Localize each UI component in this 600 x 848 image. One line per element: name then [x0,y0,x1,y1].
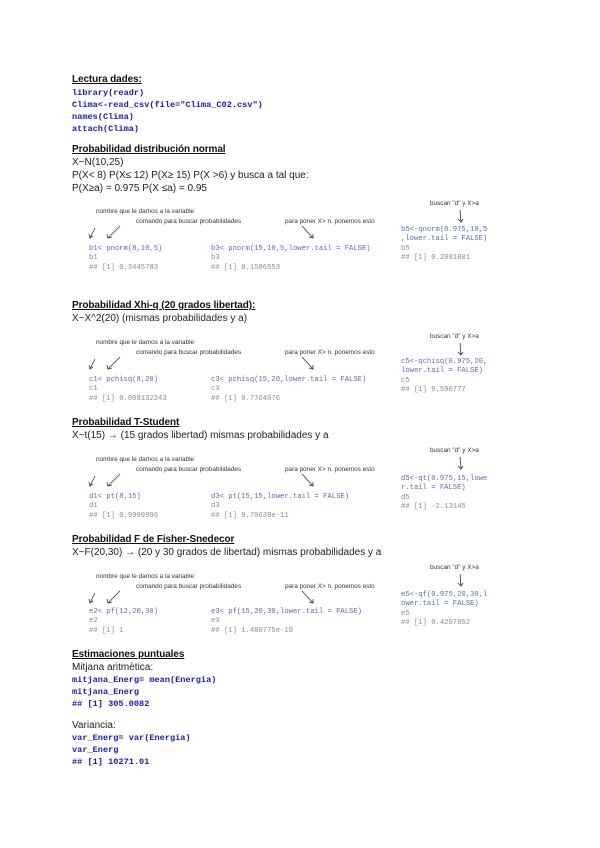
code-line: e2< pf(12,20,30) [89,608,159,616]
code-line: b1< pnorm(8,10,5) [89,245,163,253]
annotation-busca: buscan "d" y X>a [430,447,479,454]
normal-chunk-3 [401,226,487,264]
arrow-icon [88,359,100,371]
annotation-name-var: nombre que le damos a la variable [96,339,195,346]
mitjana-code [72,674,216,710]
arrow-icon [300,474,316,488]
code-line: b5<-qnorm(0.975,10,5 [401,226,488,234]
code-line: library(readr) [72,88,145,98]
annotation-greater: para poner X> n. ponemos esto [285,466,375,473]
xhi-chunk-1 [89,376,167,404]
output-line: ## [1] 10271.01 [72,757,150,767]
output-line: ## [1] 1.480775e-10 [211,626,293,635]
arrow-icon [457,343,465,357]
fisher-line1: X~F(20,30) → (20 y 30 grados de libertad) mismas probabilidades y a [72,547,382,558]
normal-line3: P(X≥a) = 0.975 P(X ≤a) = 0.95 [72,183,207,194]
arrow-icon [88,476,100,488]
code-line: d5 [401,493,410,502]
fisher-chunk-3 [401,591,487,629]
fisher-heading: Probabilidad F de Fisher-Snedecor [72,534,235,545]
output-line: ## [1] 0.1586553 [211,263,281,272]
arrow-icon [106,226,122,240]
varianza-label: Variancia: [72,720,116,731]
output-line: ## [1] 305.0082 [72,699,150,709]
tstudent-chunk-2 [211,493,349,521]
xhi-chunk-3 [401,358,487,396]
code-line: mitjana_Energ= mean(Energia) [72,675,217,685]
mitjana-label: Mitjana aritmètica: [72,662,154,673]
code-line: c5<-qchisq(0.975,20, [401,358,488,366]
arrow-icon [457,210,465,224]
arrow-icon [106,591,122,605]
output-line: ## [1] 0.9999996 [89,511,159,520]
fisher-chunk-2 [211,608,362,636]
annotation-busca: buscan "d" y X>a [430,200,479,207]
arrow-icon [88,593,100,605]
code-line: d1< pt(8,15) [89,493,141,501]
code-line: mitjana_Energ [72,687,140,697]
arrow-icon [457,574,465,588]
annotation-busca: buscan "d" y X>a [430,333,479,340]
annotation-command: comando para buscar probabilidades [136,349,242,356]
output-line: ## [1] 1 [89,626,124,635]
code-line: d3< pt(15,15,lower.tail = FALSE) [211,493,350,501]
varianza-code [72,732,191,768]
code-line: d5<-qt(0.975,15,lowe [401,475,488,483]
lectura-code [72,87,263,135]
annotation-greater: para poner X> n. ponemos esto [285,349,375,356]
arrow-icon [106,357,122,371]
code-line: e3 [211,617,220,626]
code-line: c1 [89,385,98,394]
code-line: var_Energ= var(Energia) [72,733,191,743]
output-line: ## [1] 0.3445783 [89,263,159,272]
annotation-greater: para poner X> n. ponemos esto [285,218,375,225]
tstudent-chunk-3 [401,475,487,513]
normal-heading: Probabilidad distribución normal [72,144,226,155]
code-line: e2 [89,617,98,626]
output-line: ## [1] -2.13145 [401,503,466,512]
code-line: d3 [211,502,220,511]
arrow-icon [300,226,316,240]
code-line: Clima<-read_csv(file="Clima_C02.csv") [72,100,263,110]
tstudent-heading: Probabilidad T-Student [72,417,180,428]
output-line: ## [1] 0.7764076 [211,394,281,403]
code-line: var_Energ [72,745,119,755]
code-line: c1< pchisq(8,20) [89,376,159,384]
code-line: names(Clima) [72,112,134,122]
xhi-heading: Probabilidad Xhi-q (20 grados libertad): [72,300,256,311]
lectura-heading: Lectura dades: [72,74,142,85]
output-line: ## [1] 9.590777 [401,386,466,395]
code-line: b3< pnorm(15,10,5,lower.tail = FALSE) [211,245,371,253]
code-line: c3< pchisq(15,20,lower.tail = FALSE) [211,376,367,384]
code-line: e5 [401,609,410,618]
annotation-command: comando para buscar probabilidades [136,466,242,473]
code-line: c5 [401,376,410,385]
annotation-command: comando para buscar probabilidades [136,218,242,225]
normal-line1: X~N(10,25) [72,157,124,168]
code-line: e5<-qf(0.975,20,30,l [401,591,488,599]
annotation-command: comando para buscar probabilidades [136,583,242,590]
annotation-name-var: nombre que le damos a la variable [96,456,195,463]
estimaciones-heading: Estimaciones puntuales [72,649,185,660]
arrow-icon [457,457,465,471]
normal-chunk-2 [211,245,371,273]
tstudent-line1: X~t(15) → (15 grados libertad) mismas probabilidades y a [72,430,329,441]
arrow-icon [300,357,316,371]
normal-chunk-1 [89,245,162,273]
output-line: ## [1] 0.008132243 [89,394,167,403]
output-line: ## [1] 0.2001801 [401,254,471,263]
code-line: c3 [211,385,220,394]
code-line: ower.tail = FALSE) [401,600,479,609]
annotation-busca: buscan "d" y X>a [430,564,479,571]
normal-line2: P(X< 8) P(X≤ 12) P(X≥ 15) P(X >6) y busca a tal que: [72,170,309,181]
output-line: ## [1] 0.4297852 [401,619,471,628]
arrow-icon [300,591,316,605]
code-line: ,lower.tail = FALSE) [401,235,488,244]
code-line: b1 [89,254,98,263]
code-line: b3 [211,254,220,263]
arrow-icon [106,474,122,488]
xhi-line1: X~X^2(20) (mismas probabilidades y a) [72,313,248,324]
fisher-chunk-1 [89,608,158,636]
tstudent-chunk-1 [89,493,158,521]
code-line: r.tail = FALSE) [401,484,466,493]
output-line: ## [1] 9.70638e-11 [211,511,289,520]
annotation-name-var: nombre que le damos a la variable [96,573,195,580]
annotation-name-var: nombre que le damos a la variable [96,208,195,215]
code-line: d1 [89,502,98,511]
code-line: e3< pf(15,20,30,lower.tail = FALSE) [211,608,362,616]
annotation-greater: para poner X> n. ponemos esto [285,583,375,590]
code-line: b5 [401,244,410,253]
code-line: attach(Clima) [72,124,140,134]
arrow-icon [88,228,100,240]
xhi-chunk-2 [211,376,366,404]
code-line: lower.tail = FALSE) [401,367,483,376]
